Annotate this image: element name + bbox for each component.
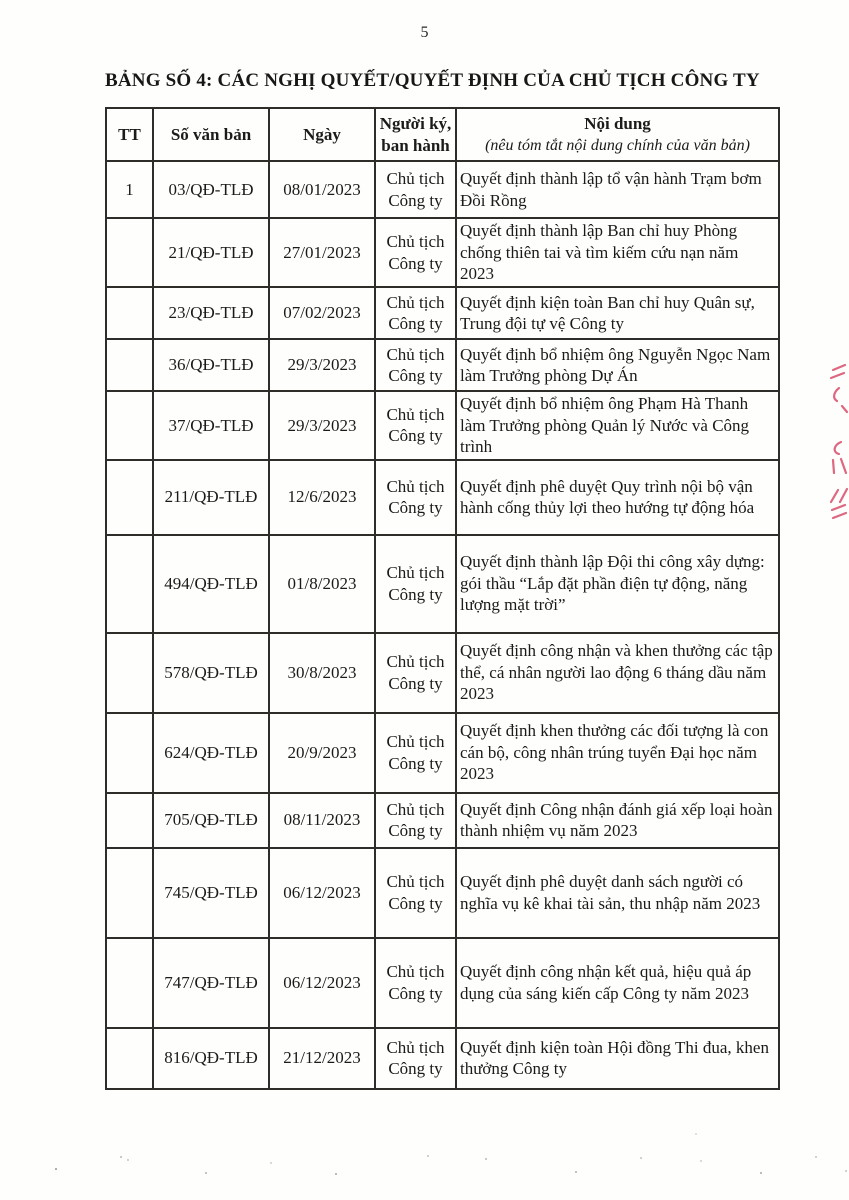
cell-noi-dung: Quyết định thành lập tổ vận hành Trạm bơm Đồi Rồng [456, 161, 779, 218]
cell-ngay: 08/01/2023 [269, 161, 375, 218]
cell-ngay: 07/02/2023 [269, 287, 375, 339]
cell-noi-dung: Quyết định bổ nhiệm ông Phạm Hà Thanh làm Trưởng phòng Quản lý Nước và Công trình [456, 391, 779, 460]
header-ngay: Ngày [269, 108, 375, 161]
cell-tt [106, 460, 153, 535]
cell-noi-dung: Quyết định Công nhận đánh giá xếp loại hoàn thành nhiệm vụ năm 2023 [456, 793, 779, 848]
cell-tt [106, 287, 153, 339]
header-nguoi-ky-line2: ban hành [381, 135, 450, 155]
header-noi-dung [456, 108, 779, 161]
cell-nguoi-ky: Chủ tịch Công ty [375, 713, 456, 793]
cell-ngay: 30/8/2023 [269, 633, 375, 713]
cell-so-van-ban: 705/QĐ-TLĐ [153, 793, 269, 848]
cell-tt [106, 938, 153, 1028]
table-row [106, 535, 779, 633]
cell-ngay: 08/11/2023 [269, 793, 375, 848]
table-row [106, 848, 779, 938]
header-tt: TT [106, 108, 153, 161]
cell-so-van-ban: 23/QĐ-TLĐ [153, 287, 269, 339]
cell-ngay: 29/3/2023 [269, 339, 375, 391]
header-nguoi-ky [375, 108, 456, 161]
cell-ngay: 06/12/2023 [269, 938, 375, 1028]
cell-so-van-ban: 36/QĐ-TLĐ [153, 339, 269, 391]
cell-so-van-ban: 747/QĐ-TLĐ [153, 938, 269, 1028]
cell-so-van-ban: 494/QĐ-TLĐ [153, 535, 269, 633]
cell-nguoi-ky: Chủ tịch Công ty [375, 938, 456, 1028]
cell-so-van-ban: 745/QĐ-TLĐ [153, 848, 269, 938]
cell-ngay: 12/6/2023 [269, 460, 375, 535]
table-row [106, 339, 779, 391]
cell-noi-dung: Quyết định kiện toàn Hội đồng Thi đua, khen thưởng Công ty [456, 1028, 779, 1089]
cell-so-van-ban: 21/QĐ-TLĐ [153, 218, 269, 287]
cell-tt [106, 391, 153, 460]
cell-nguoi-ky: Chủ tịch Công ty [375, 535, 456, 633]
cell-tt [106, 793, 153, 848]
cell-nguoi-ky: Chủ tịch Công ty [375, 161, 456, 218]
header-noi-dung-note: (nêu tóm tắt nội dung chính của văn bản) [485, 137, 750, 154]
cell-so-van-ban: 37/QĐ-TLĐ [153, 391, 269, 460]
cell-so-van-ban: 211/QĐ-TLĐ [153, 460, 269, 535]
cell-noi-dung: Quyết định công nhận và khen thưởng các tập thể, cá nhân người lao động 6 tháng dầu năm 2023 [456, 633, 779, 713]
table-row [106, 1028, 779, 1089]
cell-nguoi-ky: Chủ tịch Công ty [375, 339, 456, 391]
cell-tt: 1 [106, 161, 153, 218]
cell-ngay: 21/12/2023 [269, 1028, 375, 1089]
table-row [106, 793, 779, 848]
cell-so-van-ban: 03/QĐ-TLĐ [153, 161, 269, 218]
cell-ngay: 29/3/2023 [269, 391, 375, 460]
cell-noi-dung: Quyết định khen thưởng các đối tượng là con cán bộ, công nhân trúng tuyển Đại học năm 2023 [456, 713, 779, 793]
table-header-row [106, 108, 779, 161]
header-so-van-ban: Số văn bản [153, 108, 269, 161]
cell-tt [106, 713, 153, 793]
cell-nguoi-ky: Chủ tịch Công ty [375, 391, 456, 460]
document-title: BẢNG SỐ 4: CÁC NGHỊ QUYẾT/QUYẾT ĐỊNH CỦA CHỦ TỊCH CÔNG TY [105, 70, 760, 91]
table-row [106, 633, 779, 713]
cell-tt [106, 218, 153, 287]
header-noi-dung-title: Nội dung [584, 114, 651, 133]
cell-tt [106, 848, 153, 938]
cell-noi-dung: Quyết định công nhận kết quả, hiệu quả áp dụng của sáng kiến cấp Công ty năm 2023 [456, 938, 779, 1028]
cell-noi-dung: Quyết định kiện toàn Ban chỉ huy Quân sự, Trung đội tự vệ Công ty [456, 287, 779, 339]
cell-ngay: 01/8/2023 [269, 535, 375, 633]
cell-noi-dung: Quyết định phê duyệt Quy trình nội bộ vận hành cống thủy lợi theo hướng tự động hóa [456, 460, 779, 535]
cell-noi-dung: Quyết định phê duyệt danh sách người có nghĩa vụ kê khai tài sản, thu nhập năm 2023 [456, 848, 779, 938]
cell-ngay: 27/01/2023 [269, 218, 375, 287]
cell-nguoi-ky: Chủ tịch Công ty [375, 218, 456, 287]
table-row [106, 938, 779, 1028]
cell-so-van-ban: 578/QĐ-TLĐ [153, 633, 269, 713]
cell-nguoi-ky: Chủ tịch Công ty [375, 633, 456, 713]
cell-tt [106, 535, 153, 633]
cell-tt [106, 1028, 153, 1089]
decisions-table [105, 107, 780, 1090]
cell-ngay: 06/12/2023 [269, 848, 375, 938]
table-row [106, 287, 779, 339]
table-row [106, 161, 779, 218]
table-body [106, 161, 779, 1089]
cell-nguoi-ky: Chủ tịch Công ty [375, 1028, 456, 1089]
header-nguoi-ky-line1: Người ký, [379, 113, 452, 133]
cell-nguoi-ky: Chủ tịch Công ty [375, 287, 456, 339]
table-row [106, 460, 779, 535]
cell-so-van-ban: 624/QĐ-TLĐ [153, 713, 269, 793]
scan-noise [55, 1168, 57, 1170]
cell-noi-dung: Quyết định bổ nhiệm ông Nguyễn Ngọc Nam làm Trưởng phòng Dự Án [456, 339, 779, 391]
cell-tt [106, 339, 153, 391]
cell-noi-dung: Quyết định thành lập Ban chỉ huy Phòng chống thiên tai và tìm kiếm cứu nạn năm 2023 [456, 218, 779, 287]
table-row [106, 713, 779, 793]
table-row [106, 391, 779, 460]
cell-nguoi-ky: Chủ tịch Công ty [375, 793, 456, 848]
handwritten-annotation [811, 360, 849, 530]
cell-nguoi-ky: Chủ tịch Công ty [375, 460, 456, 535]
cell-noi-dung: Quyết định thành lập Đội thi công xây dựng: gói thầu “Lắp đặt phần điện tự động, năng lượng mặt trời” [456, 535, 779, 633]
cell-tt [106, 633, 153, 713]
cell-ngay: 20/9/2023 [269, 713, 375, 793]
cell-nguoi-ky: Chủ tịch Công ty [375, 848, 456, 938]
table-row [106, 218, 779, 287]
page-number: 5 [420, 24, 429, 41]
cell-so-van-ban: 816/QĐ-TLĐ [153, 1028, 269, 1089]
